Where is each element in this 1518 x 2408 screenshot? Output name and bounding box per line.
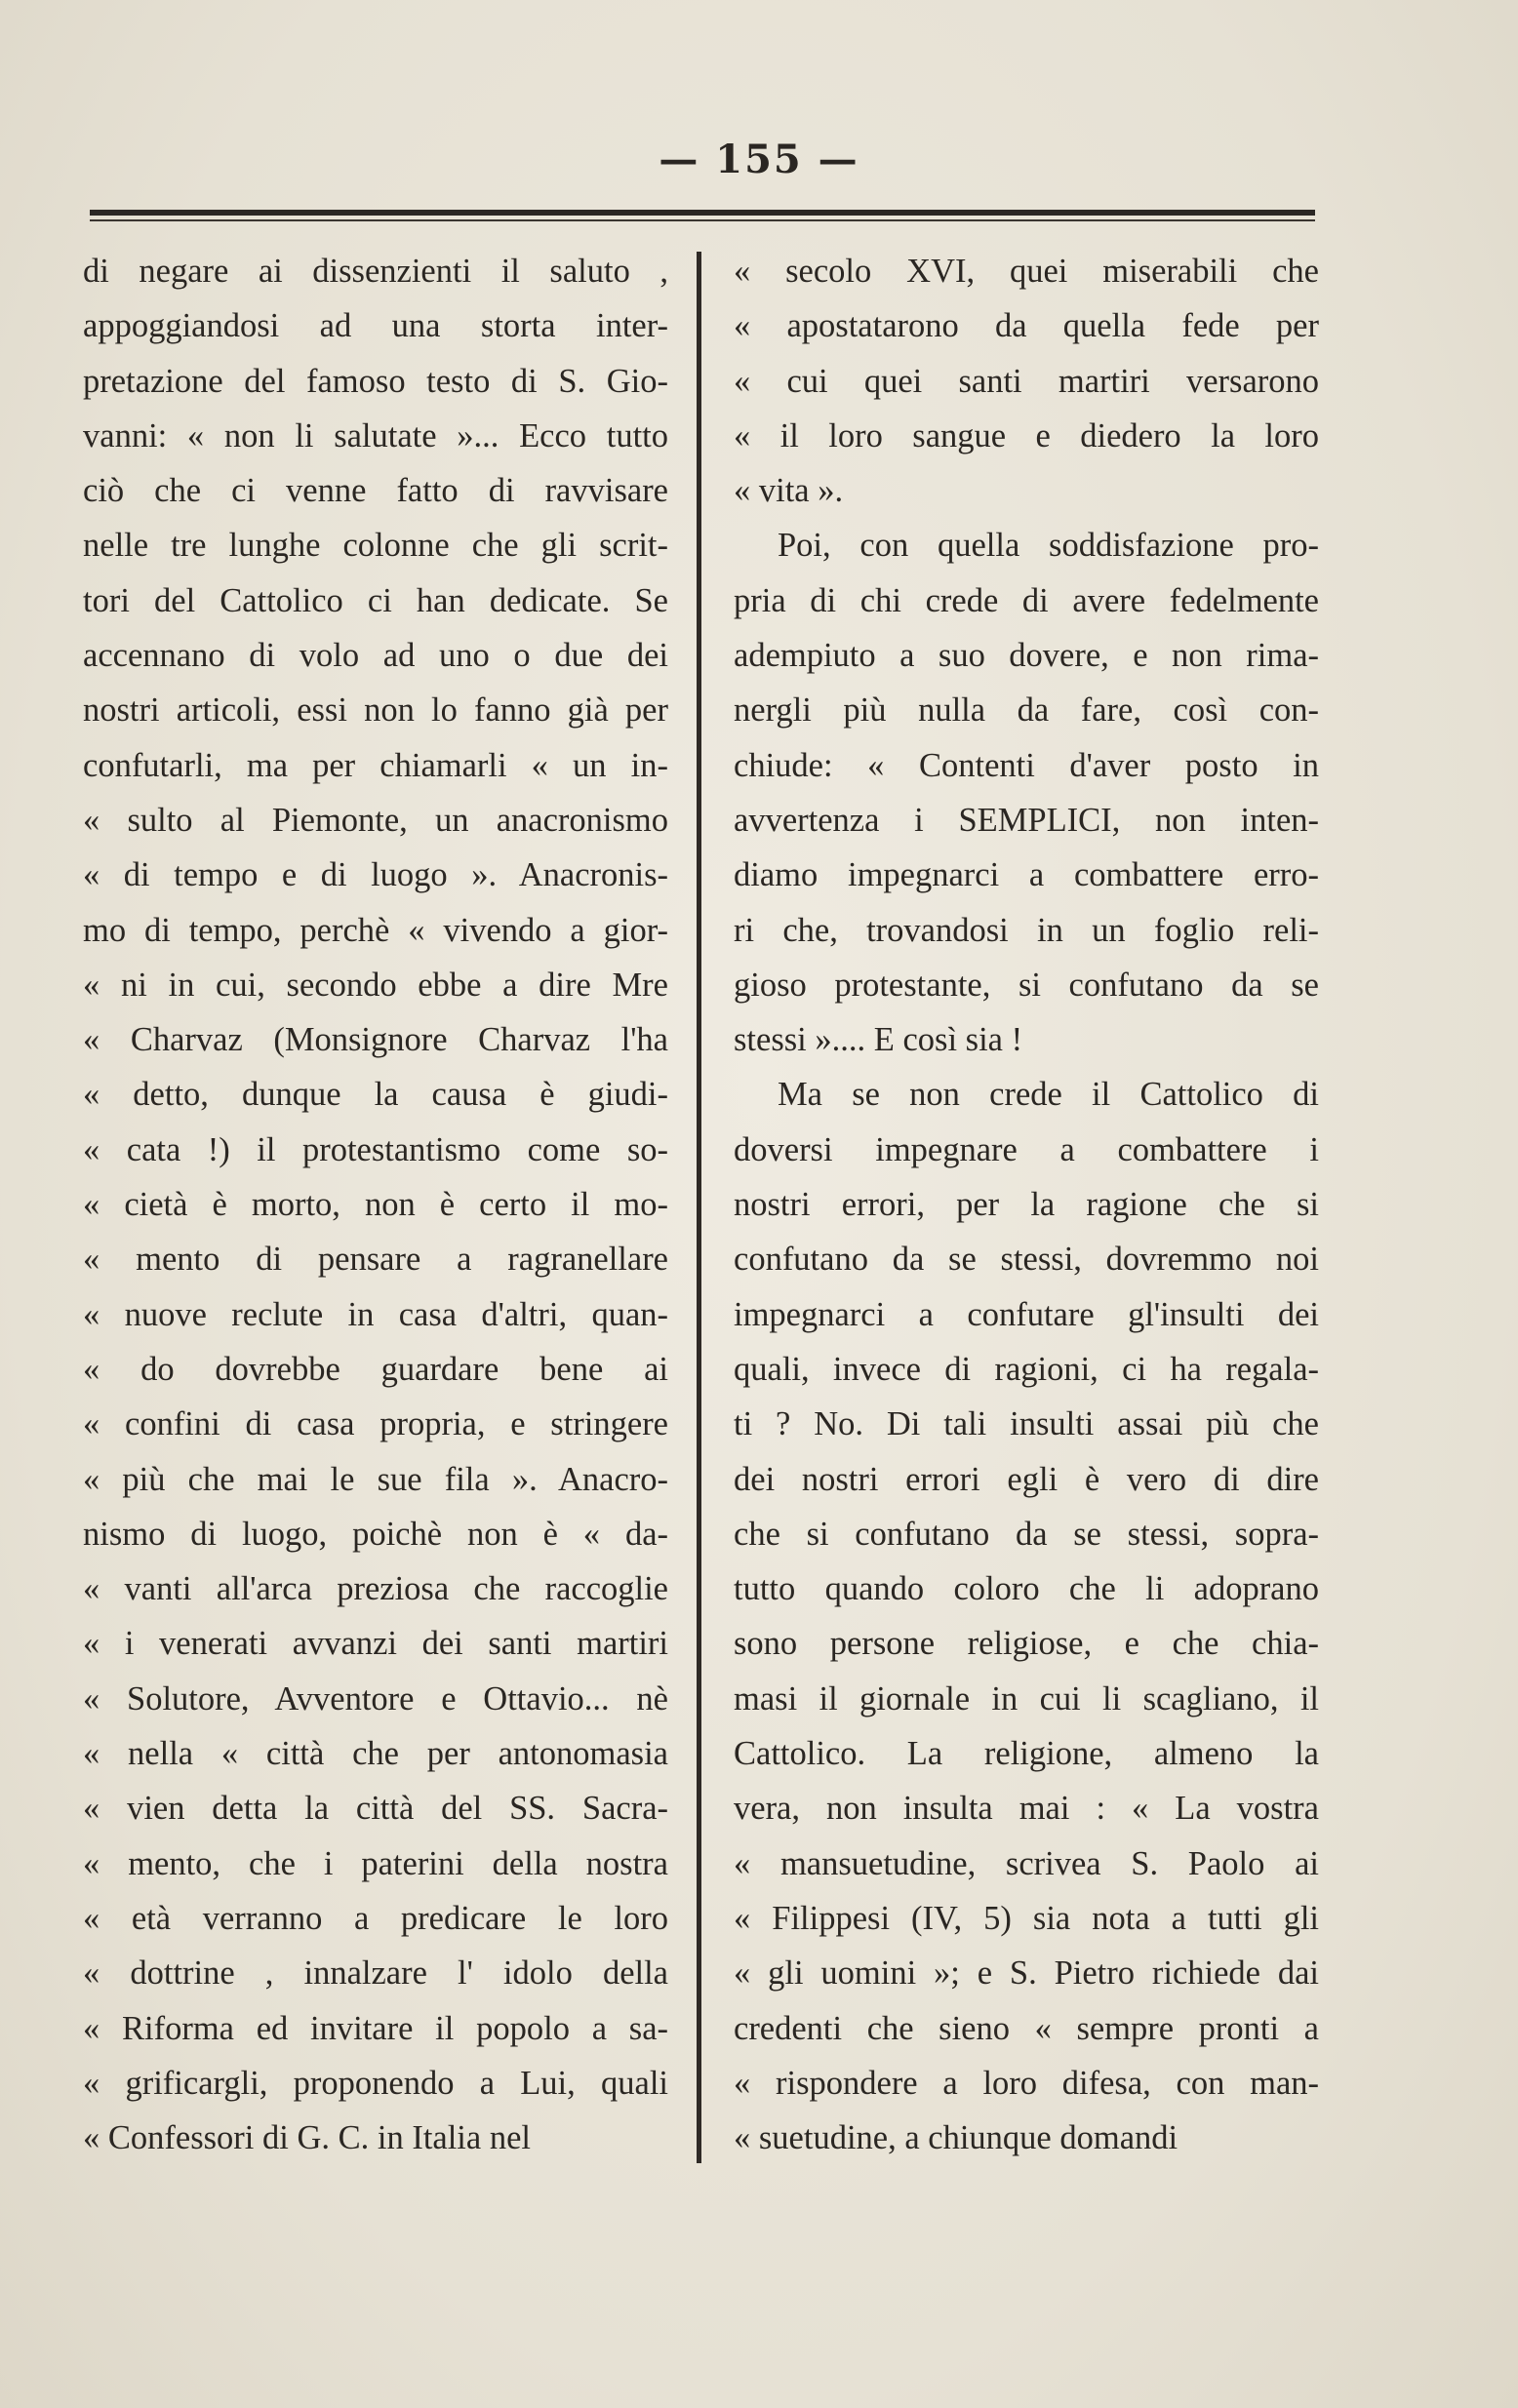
text-line: « do dovrebbe guardare bene ai	[83, 1350, 668, 1388]
text-line: « più che mai le sue fila ». Anacro-	[83, 1460, 668, 1498]
text-line: pretazione del famoso testo di S. Gio-	[83, 362, 668, 400]
text-line: appoggiandosi ad una storta inter-	[83, 307, 668, 345]
text-line: impegnarci a confutare gl'insulti dei	[734, 1295, 1319, 1333]
text-line: Poi, con quella soddisfazione pro-	[778, 527, 1319, 565]
text-line: « mansuetudine, scrivea S. Paolo ai	[734, 1844, 1319, 1882]
text-line: « rispondere a loro difesa, con man-	[734, 2064, 1319, 2102]
text-line: masi il giornale in cui li scagliano, il	[734, 1679, 1319, 1717]
text-line: Cattolico. La religione, almeno la	[734, 1735, 1319, 1773]
right-column	[734, 244, 1319, 2165]
text-line: accennano di volo ad uno o due dei	[83, 637, 668, 675]
text-line: ri che, trovandosi in un foglio reli-	[734, 911, 1319, 949]
text-line: « il loro sangue e diedero la loro	[734, 416, 1319, 454]
text-line: « nella « città che per antonomasia	[83, 1735, 668, 1773]
text-line: nismo di luogo, poichè non è « da-	[83, 1515, 668, 1553]
text-line: nostri articoli, essi non lo fanno già per	[83, 691, 668, 730]
text-line: « Riforma ed invitare il popolo a sa-	[83, 2009, 668, 2047]
text-line: « vanti all'arca preziosa che raccoglie	[83, 1570, 668, 1608]
text-line: nostri errori, per la ragione che si	[734, 1186, 1319, 1224]
text-line: ti ? No. Di tali insulti assai più che	[734, 1405, 1319, 1443]
text-line: vanni: « non li salutate »... Ecco tutto	[83, 416, 668, 454]
text-line: « apostatarono da quella fede per	[734, 307, 1319, 345]
text-line: « vita ».	[734, 472, 844, 510]
text-line: confutano da se stessi, dovremmo noi	[734, 1241, 1319, 1279]
text-line: credenti che sieno « sempre pronti a	[734, 2009, 1319, 2047]
text-line: « cietà è morto, non è certo il mo-	[83, 1186, 668, 1224]
text-line: nergli più nulla da fare, così con-	[734, 691, 1319, 730]
text-line: « mento, che i paterini della nostra	[83, 1844, 668, 1882]
text-line: chiude: « Contenti d'aver posto in	[734, 746, 1319, 784]
text-line: « dottrine , innalzare l' idolo della	[83, 1954, 668, 1993]
text-line: ciò che ci venne fatto di ravvisare	[83, 472, 668, 510]
text-line: Ma se non crede il Cattolico di	[778, 1076, 1319, 1114]
text-line: « i venerati avvanzi dei santi martiri	[83, 1625, 668, 1663]
text-line: « Solutore, Avventore e Ottavio... nè	[83, 1679, 668, 1717]
text-line: stessi ».... E così sia !	[734, 1021, 1023, 1059]
text-line: « ni in cui, secondo ebbe a dire Mre	[83, 966, 668, 1004]
text-line: « mento di pensare a ragranellare	[83, 1241, 668, 1279]
column-divider	[697, 252, 701, 2163]
text-line: sono persone religiose, e che chia-	[734, 1625, 1319, 1663]
text-line: « nuove reclute in casa d'altri, quan-	[83, 1295, 668, 1333]
text-line: « detto, dunque la causa è giudi-	[83, 1076, 668, 1114]
text-line: « suetudine, a chiunque domandi	[734, 2119, 1178, 2157]
text-line: diamo impegnarci a combattere erro-	[734, 856, 1319, 894]
text-line: « età verranno a predicare le loro	[83, 1899, 668, 1937]
text-line: nelle tre lunghe colonne che gli scrit-	[83, 527, 668, 565]
text-line: doversi impegnare a combattere i	[734, 1130, 1319, 1168]
text-line: « gli uomini »; e S. Pietro richiede dai	[734, 1954, 1319, 1993]
text-line: « sulto al Piemonte, un anacronismo	[83, 801, 668, 839]
text-line: adempiuto a suo dovere, e non rima-	[734, 637, 1319, 675]
text-line: « cui quei santi martiri versarono	[734, 362, 1319, 400]
text-line: confutarli, ma per chiamarli « un in-	[83, 746, 668, 784]
text-line: « Confessori di G. C. in Italia nel	[83, 2119, 531, 2157]
text-line: « secolo XVI, quei miserabili che	[734, 253, 1319, 290]
text-line: vera, non insulta mai : « La vostra	[734, 1790, 1319, 1828]
page-number: — 155 —	[659, 137, 859, 182]
text-line: quali, invece di ragioni, ci ha regala-	[734, 1350, 1319, 1388]
text-line: « grificargli, proponendo a Lui, quali	[83, 2064, 668, 2102]
text-line: « Charvaz (Monsignore Charvaz l'ha	[83, 1021, 668, 1059]
text-line: gioso protestante, si confutano da se	[734, 966, 1319, 1004]
text-line: « confini di casa propria, e stringere	[83, 1405, 668, 1443]
text-line: « Filippesi (IV, 5) sia nota a tutti gli	[734, 1899, 1319, 1937]
header-rule	[90, 210, 1315, 221]
text-line: mo di tempo, perchè « vivendo a gior-	[83, 911, 668, 949]
text-line: tutto quando coloro che li adoprano	[734, 1570, 1319, 1608]
left-column	[83, 244, 668, 2165]
text-line: che si confutano da se stessi, sopra-	[734, 1515, 1319, 1553]
text-line: tori del Cattolico ci han dedicate. Se	[83, 581, 668, 619]
text-line: pria di chi crede di avere fedelmente	[734, 581, 1319, 619]
text-line: avvertenza i SEMPLICI, non inten-	[734, 801, 1319, 839]
text-line: « vien detta la città del SS. Sacra-	[83, 1790, 668, 1828]
text-line: di negare ai dissenzienti il saluto ,	[83, 253, 668, 290]
text-line: « cata !) il protestantismo come so-	[83, 1130, 668, 1168]
text-line: dei nostri errori egli è vero di dire	[734, 1460, 1319, 1498]
text-line: « di tempo e di luogo ». Anacronis-	[83, 856, 668, 894]
